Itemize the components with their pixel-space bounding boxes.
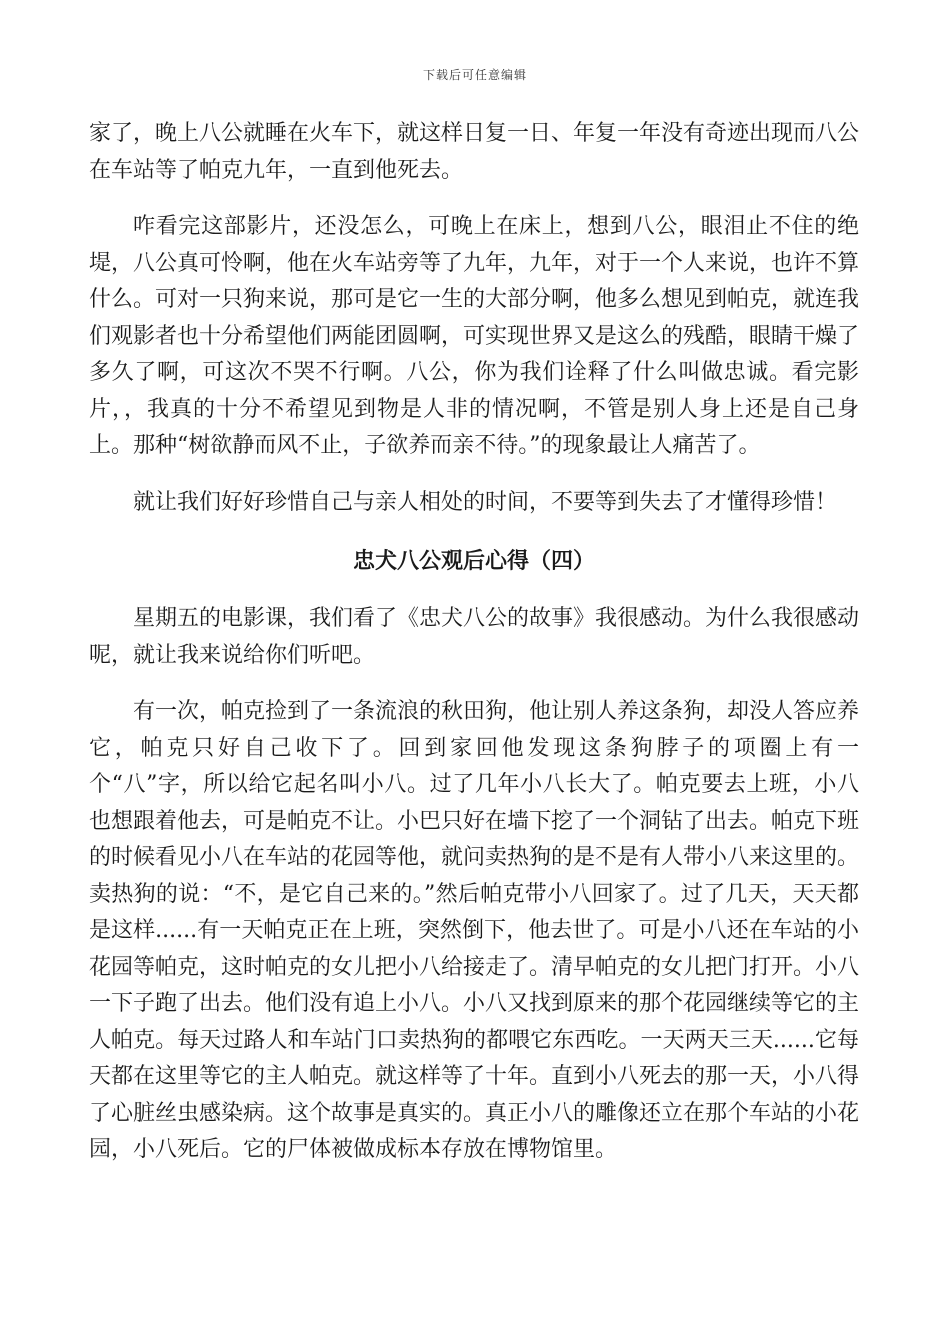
section-title: 忠犬八公观后心得（四） <box>352 548 595 574</box>
document-body <box>89 116 859 1169</box>
paragraph-reflection: 咋看完这部影片，还没怎么，可晚上在床上，想到八公，眼泪止不住的绝堤，八公真可怜啊，他在火车站旁等了九年，九年，对于一个人来说，也许不算什么。可对一只狗来说，那可是它一生的大部分啊，他多么想见到帕克，就连我们观影者也十分希望他们两能团圆啊，可实现世界又是这么的残酷，眼睛干燥了多久了啊，可这次不哭不行啊。八公，你为我们诠释了什么叫做忠诚。看完影片，，我真的十分不希望见到物是人非的情况啊，不管是别人身上还是自己身上。那种“树欲静而风不止，子欲养而亲不待。”的现象最让人痛苦了。 <box>89 214 860 458</box>
paragraph-story: 有一次，帕克捡到了一条流浪的秋田狗，他让别人养这条狗，却没人答应养它，帕克只好自己收下了。回到家回他发现这条狗脖子的项圈上有一个“八”字，所以给它起名叫小八。过了几年小八长大了。帕克要去上班，小八也想跟着他去，可是帕克不让。小巴只好在墙下挖了一个洞钻了出去。帕克下班的时候看见小八在车站的花园等他，就问卖热狗的是不是有人带小八来这里的。卖热狗的说：“不，是它自己来的。”然后帕克带小八回家了。过了几天，天天都是这样......有一天帕克正在上班，突然倒下，他去世了。可是小八还在车站的小花园等帕克，这时帕克的女儿把小八给接走了。清早帕克的女儿把门打开。小八一下子跑了出去。他们没有追上小八。小八又找到原来的那个花园继续等它的主人帕克。每天过路人和车站门口卖热狗的都喂它东西吃。一天两天三天......它每天都在这里等它的主人帕克。就这样等了十年。直到小八死去的那一天，小八得了心脏丝虫感染病。这个故事是真实的。真正小八的雕像还立在那个车站的小花园，小八死后。它的尸体被做成标本存放在博物馆里。 <box>89 699 860 1162</box>
page-header: 下载后可任意编辑 <box>422 68 527 82</box>
paragraph-intro: 星期五的电影课，我们看了《忠犬八公的故事》我很感动。为什么我很感动呢，就让我来说给你们听吧。 <box>89 606 860 668</box>
paragraph-continuation: 家了，晚上八公就睡在火车下，就这样日复一日、年复一年没有奇迹出现而八公在车站等了帕克九年，一直到他死去。 <box>89 121 860 183</box>
paragraph-conclusion: 就让我们好好珍惜自己与亲人相处的时间，不要等到失去了才懂得珍惜！ <box>133 489 838 515</box>
